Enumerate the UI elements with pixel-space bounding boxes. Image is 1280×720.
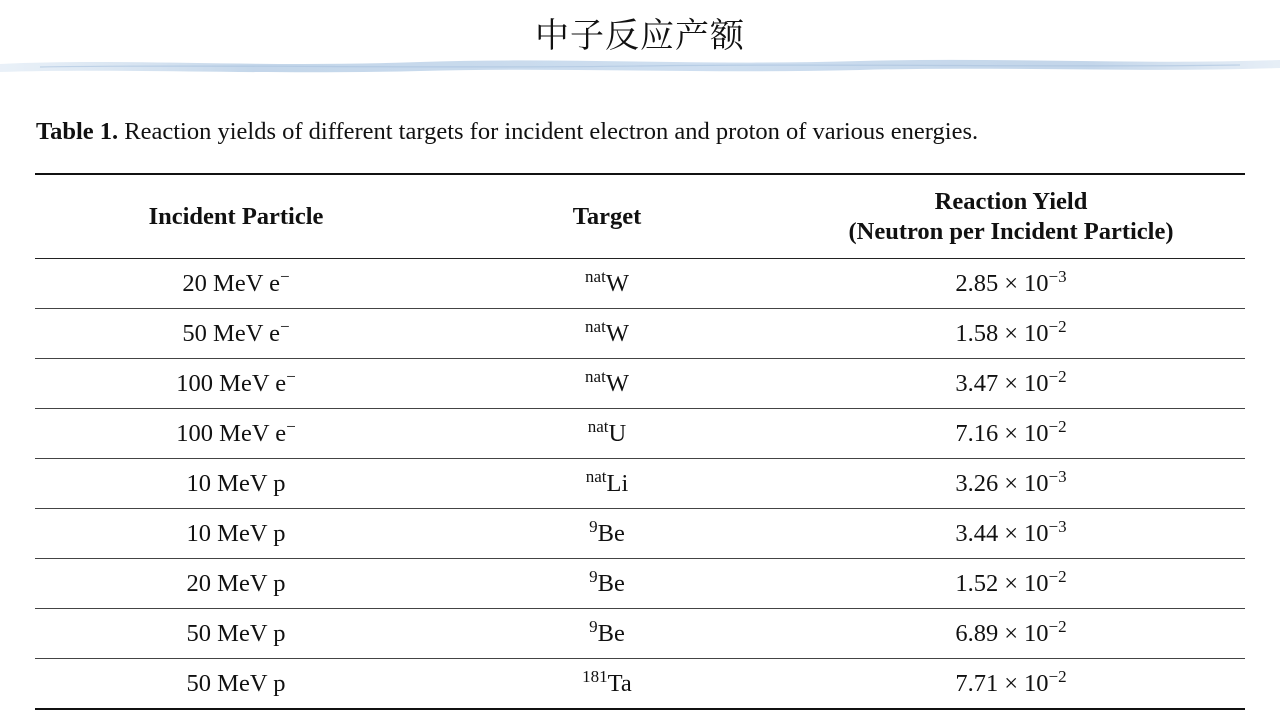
cell-reaction-yield bbox=[777, 609, 1245, 659]
yield-exponent: −2 bbox=[1048, 416, 1067, 436]
cell-incident-particle bbox=[35, 409, 437, 459]
caption-label: Table 1. bbox=[36, 118, 119, 145]
particle-charge: − bbox=[286, 366, 296, 386]
yield-mantissa: 6.89 bbox=[955, 619, 999, 647]
cell-incident-particle bbox=[35, 559, 437, 609]
title-brush-divider bbox=[0, 52, 1280, 82]
table-row bbox=[35, 659, 1245, 710]
target-isotope: nat bbox=[585, 266, 606, 286]
cell-reaction-yield bbox=[777, 309, 1245, 359]
particle-name: 20 MeV e bbox=[182, 269, 280, 297]
yield-mantissa: 2.85 bbox=[955, 269, 999, 297]
yield-base: 10 bbox=[1024, 669, 1049, 697]
particle-name: 100 MeV e bbox=[176, 369, 287, 397]
cell-reaction-yield bbox=[777, 509, 1245, 559]
yield-mantissa: 3.26 bbox=[955, 469, 999, 497]
particle-name: 10 MeV p bbox=[186, 519, 286, 547]
target-isotope: 9 bbox=[589, 566, 598, 586]
target-isotope: nat bbox=[587, 416, 609, 436]
cell-reaction-yield bbox=[777, 259, 1245, 309]
header-reaction-yield bbox=[777, 174, 1245, 259]
target-element: W bbox=[605, 319, 629, 347]
cell-reaction-yield bbox=[777, 659, 1245, 710]
cell-target bbox=[437, 659, 777, 710]
particle-charge: − bbox=[279, 316, 290, 336]
times-sign: × bbox=[1004, 319, 1019, 347]
table-row bbox=[35, 309, 1245, 359]
yield-exponent: −2 bbox=[1048, 666, 1067, 686]
cell-target bbox=[437, 459, 777, 509]
header-incident-particle: Incident Particle bbox=[148, 202, 324, 230]
cell-incident-particle bbox=[35, 609, 437, 659]
table-row bbox=[35, 609, 1245, 659]
target-element: Be bbox=[597, 519, 625, 547]
target-element: Be bbox=[597, 619, 625, 647]
cell-target bbox=[437, 309, 777, 359]
particle-charge: − bbox=[286, 416, 296, 436]
particle-name: 50 MeV p bbox=[186, 669, 286, 697]
yield-base: 10 bbox=[1024, 569, 1049, 597]
target-isotope: 9 bbox=[589, 516, 598, 536]
times-sign: × bbox=[1004, 469, 1019, 497]
header-target: Target bbox=[572, 202, 642, 230]
cell-reaction-yield bbox=[777, 459, 1245, 509]
header-yield-line2: (Neutron per Incident Particle) bbox=[848, 217, 1174, 245]
times-sign: × bbox=[1004, 269, 1019, 297]
yield-exponent: −3 bbox=[1048, 266, 1067, 286]
cell-incident-particle bbox=[35, 309, 437, 359]
yield-base: 10 bbox=[1024, 419, 1049, 447]
yield-base: 10 bbox=[1024, 319, 1049, 347]
yield-mantissa: 1.52 bbox=[955, 569, 999, 597]
particle-name: 10 MeV p bbox=[186, 469, 286, 497]
times-sign: × bbox=[1004, 369, 1019, 397]
yield-mantissa: 7.16 bbox=[955, 419, 999, 447]
target-isotope: 181 bbox=[582, 666, 608, 686]
yield-base: 10 bbox=[1024, 519, 1049, 547]
particle-name: 100 MeV e bbox=[176, 419, 287, 447]
cell-incident-particle bbox=[35, 259, 437, 309]
header-yield-line1: Reaction Yield bbox=[934, 187, 1088, 215]
cell-target bbox=[437, 359, 777, 409]
cell-incident-particle bbox=[35, 459, 437, 509]
particle-charge: − bbox=[279, 266, 290, 286]
slide-title: 中子反应产额 bbox=[535, 16, 745, 56]
target-element: W bbox=[605, 369, 629, 397]
table-row bbox=[35, 509, 1245, 559]
table-row bbox=[35, 559, 1245, 609]
target-isotope: nat bbox=[585, 366, 606, 386]
yield-exponent: −3 bbox=[1048, 466, 1067, 486]
times-sign: × bbox=[1004, 619, 1019, 647]
target-isotope: nat bbox=[585, 466, 607, 486]
times-sign: × bbox=[1004, 569, 1019, 597]
times-sign: × bbox=[1004, 519, 1019, 547]
yield-exponent: −2 bbox=[1048, 366, 1067, 386]
target-isotope: 9 bbox=[589, 616, 598, 636]
target-element: Be bbox=[597, 569, 625, 597]
yield-mantissa: 3.47 bbox=[955, 369, 999, 397]
times-sign: × bbox=[1004, 419, 1019, 447]
yield-base: 10 bbox=[1024, 619, 1049, 647]
target-isotope: nat bbox=[585, 316, 606, 336]
yield-base: 10 bbox=[1024, 469, 1049, 497]
table-row bbox=[35, 359, 1245, 409]
cell-reaction-yield bbox=[777, 559, 1245, 609]
yield-base: 10 bbox=[1024, 369, 1049, 397]
cell-target bbox=[437, 409, 777, 459]
particle-name: 20 MeV p bbox=[186, 569, 286, 597]
yield-mantissa: 1.58 bbox=[955, 319, 999, 347]
table-caption bbox=[36, 118, 1266, 146]
yield-mantissa: 3.44 bbox=[955, 519, 999, 547]
yield-exponent: −2 bbox=[1048, 616, 1067, 636]
cell-target bbox=[437, 609, 777, 659]
cell-incident-particle bbox=[35, 659, 437, 710]
cell-target bbox=[437, 559, 777, 609]
table-header-row bbox=[35, 174, 1245, 259]
yield-exponent: −2 bbox=[1048, 566, 1067, 586]
yield-exponent: −2 bbox=[1048, 316, 1067, 336]
yield-base: 10 bbox=[1024, 269, 1049, 297]
cell-incident-particle bbox=[35, 509, 437, 559]
target-element: Li bbox=[606, 469, 629, 497]
particle-name: 50 MeV p bbox=[186, 619, 286, 647]
caption-text: Reaction yields of different targets for incident electron and proton of various energies. bbox=[124, 118, 979, 145]
table-row bbox=[35, 259, 1245, 309]
particle-name: 50 MeV e bbox=[182, 319, 280, 347]
cell-target bbox=[437, 509, 777, 559]
table-row bbox=[35, 459, 1245, 509]
cell-incident-particle bbox=[35, 359, 437, 409]
cell-reaction-yield bbox=[777, 409, 1245, 459]
yield-mantissa: 7.71 bbox=[955, 669, 999, 697]
table-row bbox=[35, 409, 1245, 459]
times-sign: × bbox=[1004, 669, 1019, 697]
cell-target bbox=[437, 259, 777, 309]
reaction-yield-table bbox=[35, 173, 1245, 710]
target-element: Ta bbox=[607, 669, 632, 697]
cell-reaction-yield bbox=[777, 359, 1245, 409]
target-element: U bbox=[608, 419, 627, 447]
yield-exponent: −3 bbox=[1048, 516, 1067, 536]
target-element: W bbox=[605, 269, 629, 297]
